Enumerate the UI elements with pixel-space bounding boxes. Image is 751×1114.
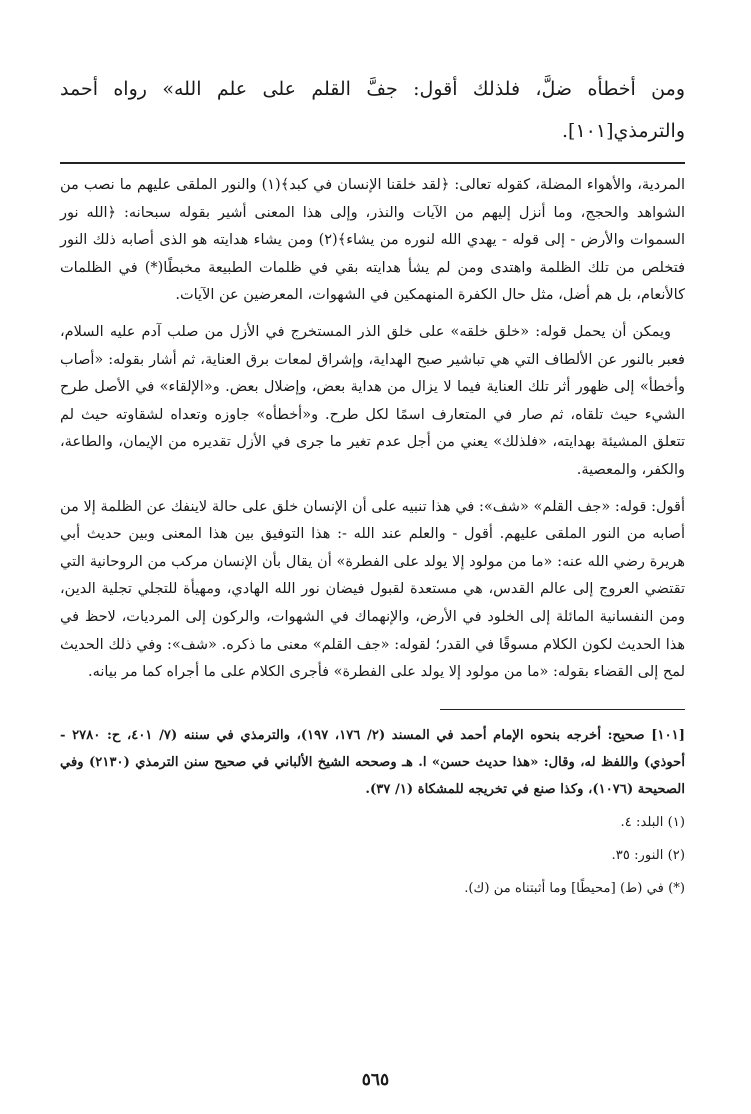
commentary-paragraph-3: أقول: قوله: «جف القلم» «شف»: في هذا تنبيه على أن الإنسان خلق على حالة لاينفك عن الظلمة إلا من أصابه من النور الملقى عليهم. أقول - والعلم عند الله -: هذا التوفيق بين هذا المعنى وبين حديث أبي هريرة رضي الله عنه: «ما من مولود إلا يولد على الفطرة» أن يقال بأن الإنسان مركب من الروحانية التي تقتضي العروج إلى عالم القدس، هي مستعدة لقبول فيضان نور الله الهادي، ومهيأة للتجلي تجلية الدين، ومن النفسانية المائلة إلى الخلود في الأرض، والإنهماك في الشهوات، والركون إلى المرديات، لاحظ في هذا الحديث لكون الكلام مسوقًا في القدر؛ لقوله: «جف القلم» معنى ما ذكره. «شف»: وفي ذلك الحديث لمح إلى القضاء بقوله: «ما من مولود إلا يولد على الفطرة» فأجرى الكلام على ما أجراه كما مر بيانه. — [60, 498, 685, 681]
commentary-paragraph-1: المردية، والأهواء المضلة، كقوله تعالى: ﴿لقد خلقنا الإنسان في كبد﴾(١) والنور الملقى عليهم ما نصب من الشواهد والحجج، وما أنزل إليهم من الآيات والنذر، وإلى هذا المعنى أشير بقوله سبحانه: ﴿الله نور السموات والأرض - إلى قوله - يهدي الله لنوره من يشاء﴾(٢) ومن يشاء هدايته هو الذى أصابه ذلك النور فتخلص من تلك الظلمة واهتدى ومن لم يشأ هدايته بقي في ظلمات الطبيعة مخبطًا(*) في الظلمات كالأنعام، بل هم أضل، مثل حال الكفرة المنهمكين في الشهوات، المعرضين عن الآيات. — [60, 177, 685, 304]
commentary — [60, 172, 685, 687]
footnotes — [60, 722, 685, 902]
footnote-divider — [440, 709, 685, 710]
page-number: ٥٦٥ — [361, 1070, 390, 1090]
footnote-3: (*) في (ط) [محيطًا] وما أثبتناه من (ك). — [464, 880, 685, 896]
footnote-1: (١) البلد: ٤. — [620, 814, 685, 830]
header-divider — [60, 162, 685, 164]
page — [60, 60, 685, 908]
hadith-text: ومن أخطأه ضلَّ، فلذلك أقول: جفَّ القلم على علم الله» رواه أحمد والترمذي[١٠١]. — [60, 78, 685, 142]
footnote-2: (٢) النور: ٣٥. — [611, 847, 685, 863]
footnote-takhrij: [١٠١] صحيح: أخرجه بنحوه الإمام أحمد في المسند (٢/ ١٧٦، ١٩٧)، والترمذي في سننه (٧/ ٤٠١، ح: ٢٧٨٠ - أحوذي) واللفظ له، وقال: «هذا حديث حسن» ا. هـ وصححه الشيخ الألباني في صحيح سنن الترمذي (٢١٣٠) وفي الصحيحة (١٠٧٦)، وكذا صنع في تخريجه للمشكاة (١/ ٣٧). — [60, 727, 685, 797]
commentary-paragraph-2: ويمكن أن يحمل قوله: «خلق خلقه» على خلق الذر المستخرج في الأزل من صلب آدم عليه السلام، فعبر بالنور عن الألطاف التي هي تباشير صبح الهداية، وإشراق لمعات برق العناية، ثم أشار بقوله: «أصاب وأخطأ» إلى ظهور أثر تلك العناية فيما لا يزال من هداية بعض، وإضلال بعض. و«الإلقاء» في الأصل طرح الشيء حيث تلقاه، ثم صار في المتعارف اسمًا لكل طرح. و«أخطأه» جاوزه وتعداه لشقاوته حيث لم تتعلق المشيئة بهدايته، «فلذلك» يعني من أجل عدم تغير ما جرى في الأزل تقديره من الإيمان، والطاعة، والكفر، والمعصية. — [60, 323, 685, 478]
